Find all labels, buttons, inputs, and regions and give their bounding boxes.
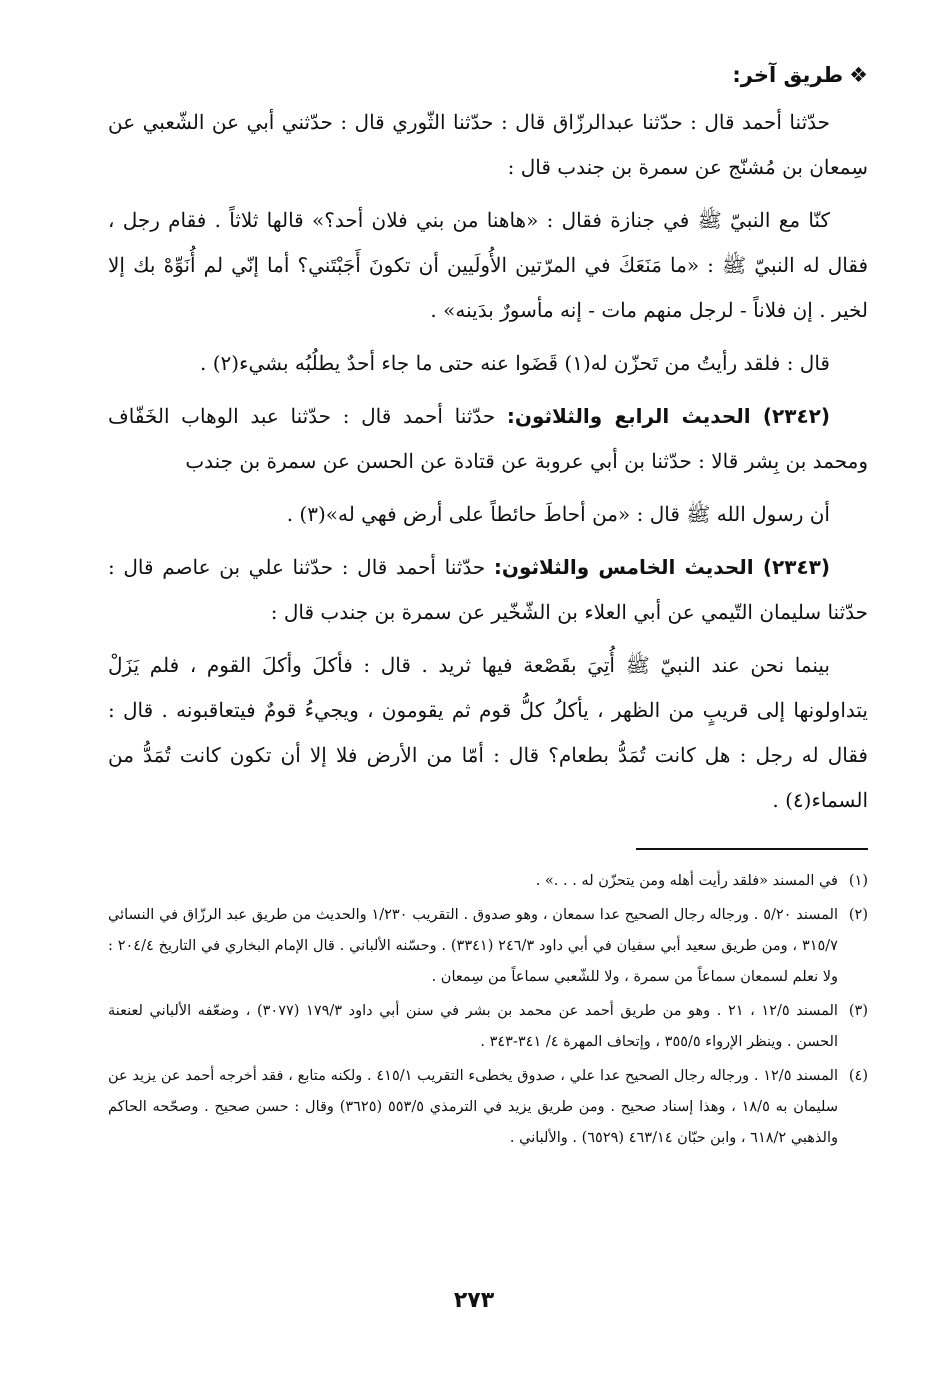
footnote-divider [636,848,868,850]
footnote-text: في المسند «فلقد رأيت أهله ومن يتحزّن له . . .» . [535,873,838,889]
footnote-number: (١) [848,873,868,889]
footnote-text: المسند ١٢/٥ ، ٢١ . وهو من طريق أحمد عن محمد بن بشر في سنن أبي داود ١٧٩/٣ (٣٠٧٧) ، وضعّفه الألباني لعنعنة الحسن . وينظر الإرواء ٣٥٥/٥ ، وإتحاف المهرة ٤/ ٣٤١-٣٤٣ . [108,1003,838,1050]
footnote-number: (٢) [848,907,868,923]
footnote-3 [108,996,868,1058]
footnote-text: المسند ١٢/٥ . ورجاله رجال الصحيح عدا علي ، صدوق يخطىء التقريب ٤١٥/١ . ولكنه متابع ، فقد أخرجه أحمد عن يزيد عن سليمان به ١٨/٥ ، وهذا إسناد صحيح . ومن طريق يزيد في الترمذي ٥٥٣/٥ (٣٦٢٥) وقال : حسن صحيح . وصحّحه الحاكم والذهبي ٦١٨/٢ ، وابن حبّان ٤٦٣/١٤ (٦٥٢٩) . والألباني . [108,1068,838,1146]
footnote-2 [108,900,868,993]
paragraph-isnad-1: حدّثنا أحمد قال : حدّثنا عبدالرزّاق قال : حدّثنا الثّوري قال : حدّثني أبي عن الشّعبي عن سِمعان بن مُشنّج عن سمرة بن جندب قال : [108,110,868,179]
footnotes [108,866,868,1157]
hadith-35-matn: بينما نحن عند النبيّ ﷺ أُتِيَ بقَصْعة فيها ثريد . قال : فأكلَ وأكلَ القوم ، فلم يَزَلْ يتداولونها إلى قريبٍ من الظهر ، يأكلُ كلُّ قوم ثم يقومون ، ويجيءُ قومٌ فيتعاقبونه . قال : فقال له رجل : هل كانت تُمَدُّ بطعام؟ قال : أمّا من الأرض فلا إلا أن تكون كانت تُمَدُّ من السماء(٤) . [108,653,868,812]
hadith-35-isnad: حدّثنا أحمد قال : حدّثنا علي بن عاصم قال : حدّثنا سليمان التّيمي عن أبي العلاء بن الشّخّير عن سمرة بن جندب قال : [108,555,868,624]
hadith-35-title: (٢٣٤٣) الحديث الخامس والثلاثون: [493,555,830,579]
section-heading [108,58,868,92]
section-heading-title: طريق آخر: [732,63,844,87]
hadith-34-matn: أن رسول الله ﷺ قال : «من أحاطَ حائطاً على أرض فهي له»(٣) . [286,502,830,526]
footnote-text: المسند ٥/٢٠ . ورجاله رجال الصحيح عدا سمعان ، وهو صدوق . التقريب ١/٢٣٠ والحديث من طريق عبد الرزّاق في النسائي ٣١٥/٧ ، ومن طريق سعيد أبي سفيان في أبي داود ٢٤٦/٣ (٣٣٤١) . وحسّنه الألباني . قال الإمام البخاري في التاريخ ٢٠٤/٤ : ولا نعلم لسمعان سماعاً من سمرة ، ولا للشّعبي سماعاً من سِمعان . [108,907,838,985]
footnote-number: (٤) [848,1068,868,1084]
hadith-34-title: (٢٣٤٢) الحديث الرابع والثلاثون: [506,404,830,428]
hadith-35 [108,545,868,635]
footnote-number: (٣) [848,1003,868,1019]
page-number: ٢٧٣ [453,1288,495,1313]
paragraph-matn-1: كنّا مع النبيّ ﷺ في جنازة فقال : «هاهنا من بني فلان أحد؟» قالها ثلاثاً . فقام رجل ، فقال له النبيّ ﷺ : «ما مَنَعَكَ في المرّتين الأُولَيين أن تكونَ أَجَبْتَني؟ أما إنّي لم أُنَوِّهْ بك إلا لخير . إن فلاناً - لرجل منهم مات - إنه مأسورٌ بدَينه» . [108,208,869,322]
footnote-1 [108,866,868,897]
hadith-34-isnad: حدّثنا أحمد قال : حدّثنا عبد الوهاب الخَفّاف ومحمد بن بِشر قالا : حدّثنا بن أبي عروبة عن قتادة عن الحسن عن سمرة بن جندب [108,404,868,473]
main-text [108,58,868,831]
diamond-bullet-icon: ❖ [849,63,868,87]
footnote-4 [108,1061,868,1154]
hadith-34 [108,394,868,484]
paragraph-matn-1-end: قال : فلقد رأيتُ من تَحزّن له(١) قَضَوا عنه حتى ما جاء أحدٌ يطلُبُه بشيء(٢) . [199,351,830,375]
